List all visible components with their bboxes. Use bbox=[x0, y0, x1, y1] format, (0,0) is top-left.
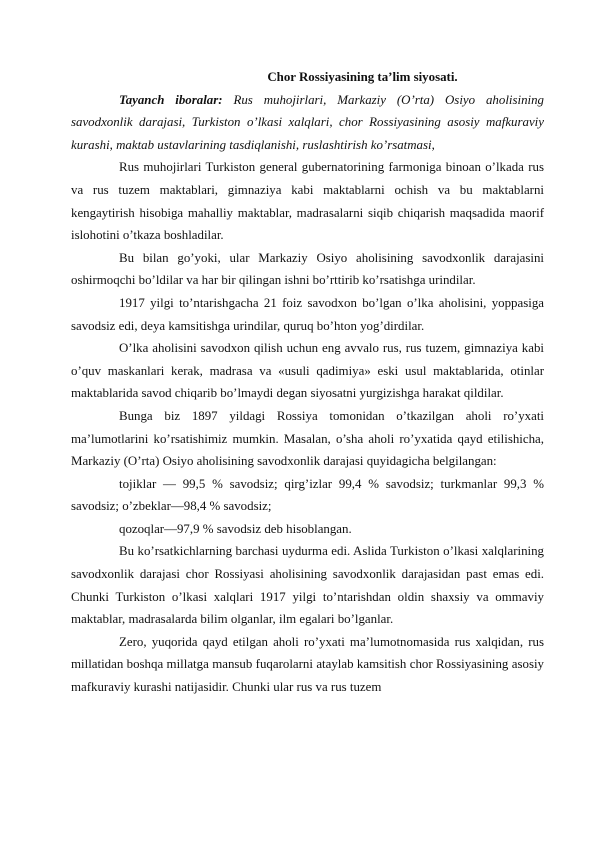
paragraph-9: Zero, yuqorida qayd etilgan aholi ro’yxati ma’lumotnomasida rus xalqidan, rus millatidan boshqa millatga mansub fuqarolarni ataylab kamsitish chor Rossiyasining asosiy mafkuraviy kurashi natijasidir. Chunki ular rus va rus tuzem bbox=[71, 634, 544, 695]
paragraph-6: tojiklar — 99,5 % savodsiz; qirg’izlar 99,4 % savodsiz; turkmanlar 99,3 % savodsiz; o’zbeklar—98,4 % savodsiz; bbox=[71, 476, 544, 514]
paragraph-4: O’lka aholisini savodxon qilish uchun eng avvalo rus, rus tuzem, gimnaziya kabi o’quv maskanlari kerak, madrasa va «usuli qadimiya» eski usul maktablarida, otinlar maktablarida savod chiqarib bo’lmaydi degan siyosatni yurgizishga harakat qildilar. bbox=[71, 341, 544, 401]
document-title: Chor Rossiyasining ta’lim siyosati. bbox=[267, 70, 458, 84]
paragraph-7: qozoqlar—97,9 % savodsiz deb hisoblangan. bbox=[119, 521, 352, 536]
keywords-paragraph bbox=[71, 89, 544, 157]
paragraph-8: Bu ko’rsatkichlarning barchasi uydurma edi. Aslida Turkiston o’lkasi xalqlarining savodxonlik darajasi chor Rossiyasi aholisining savodxonlik darajasidan past emas edi. Chunki Turkiston o’lkasi xalqlari 1917 yilgi to’ntarishdan oldin shaxsiy va ommaviy maktablar, madrasalarda bilim olganlar, ilm egalari bo’lganlar. bbox=[71, 544, 544, 627]
paragraph-1: Rus muhojirlari Turkiston general gubernatorining farmoniga binoan o’lkada rus va rus tuzem maktablari, gimnaziya kabi maktablarni ochish va bu maktablarni kengaytirish hisobiga mahalliy maktablar, madrasalarni siqib chiqarish maqsadida maorif islohotini o’tkaza boshladilar. bbox=[71, 160, 544, 243]
paragraph-3: 1917 yilgi to’ntarishgacha 21 foiz savodxon bo’lgan o’lka aholisini, yoppasiga savodsiz edi, deya kamsitishga urindilar, quruq bo’hton yog’dirdilar. bbox=[71, 295, 544, 333]
keywords-label: Tayanch iboralar: bbox=[119, 92, 223, 107]
paragraph-5: Bunga biz 1897 yildagi Rossiya tomonidan o’tkazilgan aholi ro’yxati ma’lumotlarini ko’rsatishimiz mumkin. Masalan, o’sha aholi ro’yxatida qayd etilishicha, Markaziy (O’rta) Osiyo aholisining savodxonlik darajasi quyidagicha belgilangan: bbox=[71, 408, 544, 469]
paragraph-2: Bu bilan go’yoki, ular Markaziy Osiyo aholisining savodxonlik darajasini oshirmoqchi bo’ldilar va har bir qilingan ishni bo’rttirib ko’rsatishga urindilar. bbox=[71, 250, 544, 288]
keywords-text: Rus muhojirlari, Markaziy (O’rta) Osiyo aholisining savodxonlik darajasi, Turkiston o’lkasi xalqlari, chor Rossiyasining asosiy mafkuraviy kurashi, maktab ustavlarining tasdiqlanishi, ruslashtirish ko’rsatmasi, bbox=[71, 92, 544, 152]
